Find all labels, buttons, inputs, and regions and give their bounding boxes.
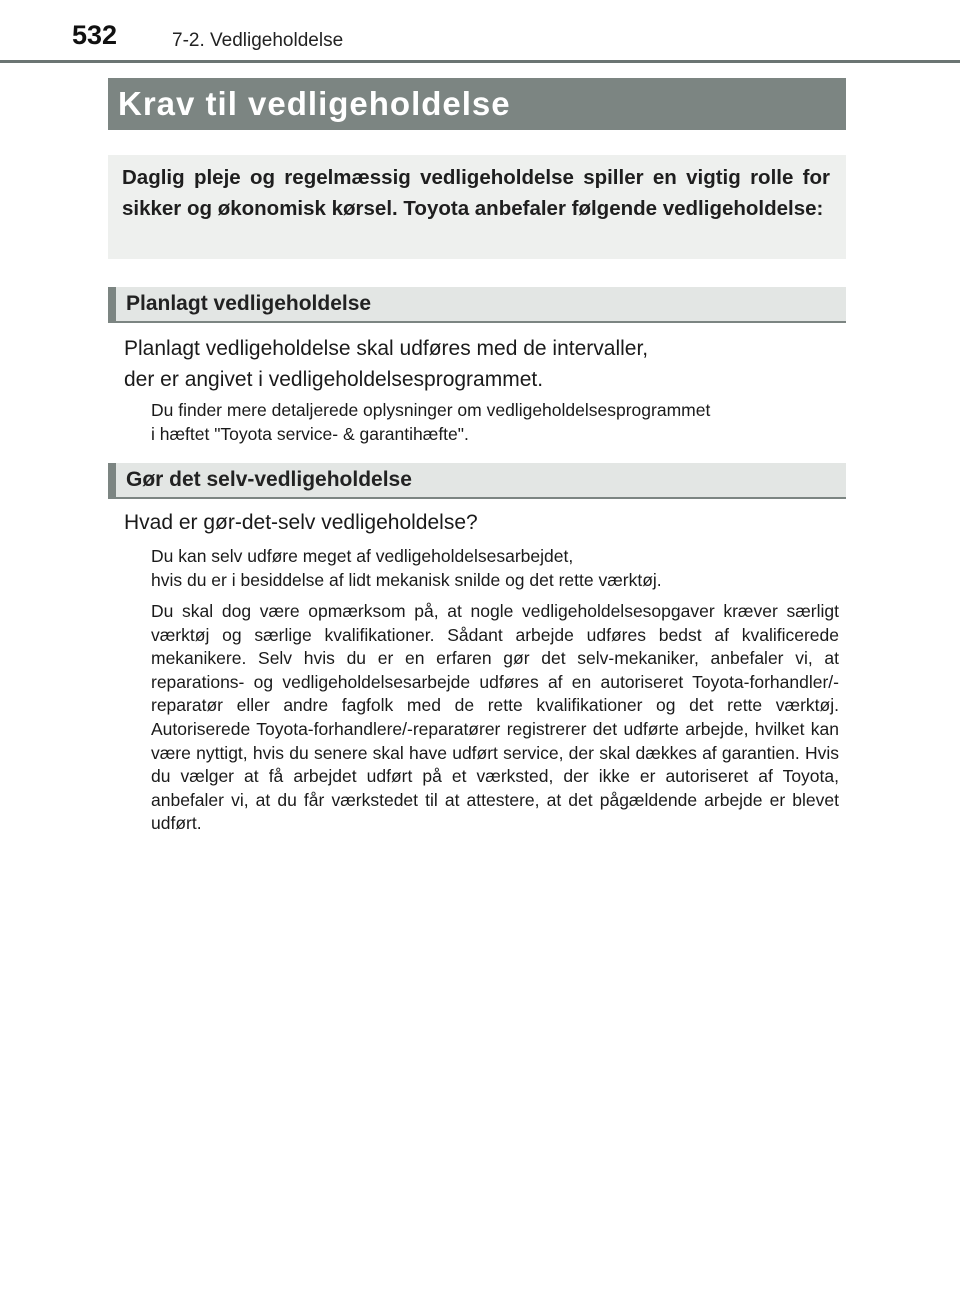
section-heading-label: Planlagt vedligeholdelse — [126, 292, 372, 315]
section-heading-label: Gør det selv-vedligeholdelse — [126, 468, 412, 491]
section-accent — [108, 463, 116, 497]
page-title-bar — [108, 78, 846, 130]
planned-note-text — [151, 399, 839, 446]
text-line: hvis du er i besiddelse af lidt mekanisk snilde og det rette værktøj. — [151, 569, 662, 590]
diy-note-2: Du skal dog være opmærksom på, at nogle vedligeholdelsesopgaver kræver særligt værktøj og særlige kvalifikationer. Sådant arbejde udføres bedst af kvalificerede mekanikere. Selv hvis du er en erfaren gør det selv-mekaniker, anbefaler vi, at reparations- og vedligeholdelsesarbejde udføres af en autoriseret Toyota-forhandler/-reparatør eller andre fagfolk med de rette kvalifikationer og det rette værktøj. Autoriserede Toyota-forhandlere/-reparatører registrerer det udførte arbejde, hvilket kan være nyttigt, hvis du senere skal have udført service, der skal dækkes af garantien. Hvis du vælger at få arbejdet udført på et værksted, der ikke er autoriseret af Toyota, anbefaler vi, at du får værkstedet til at attestere, at det pågældende arbejde er blevet udført. — [151, 601, 839, 834]
intro-text: Daglig pleje og regelmæssig vedligeholdelse spiller en vigtig rolle for sikker og økonomisk kørsel. Toyota anbefaler følgende vedligeholdelse: — [122, 166, 830, 220]
text-line: Du kan selv udføre meget af vedligeholdelsesarbejdet, — [151, 546, 574, 566]
section-heading-diy — [108, 463, 846, 499]
section-accent — [108, 287, 116, 321]
text-line: i hæftet "Toyota service- & garantihæfte". — [151, 423, 469, 444]
text-line: Du finder mere detaljerede oplysninger om vedligeholdelsesprogrammet — [151, 400, 711, 420]
diy-note-1 — [151, 545, 839, 592]
diy-lead-text: Hvad er gør-det-selv vedligeholdelse? — [124, 511, 478, 534]
intro-box — [108, 155, 846, 259]
chapter-title: 7-2. Vedligeholdelse — [172, 30, 344, 51]
header-rule — [0, 60, 960, 63]
text-line: der er angivet i vedligeholdelsesprogrammet. — [124, 368, 544, 391]
planned-lead-text — [124, 333, 844, 395]
section-heading-planned — [108, 287, 846, 323]
page-title: Krav til vedligeholdelse — [118, 85, 511, 122]
text-line: Planlagt vedligeholdelse skal udføres med de intervaller, — [124, 337, 649, 360]
page-number: 532 — [72, 20, 118, 50]
